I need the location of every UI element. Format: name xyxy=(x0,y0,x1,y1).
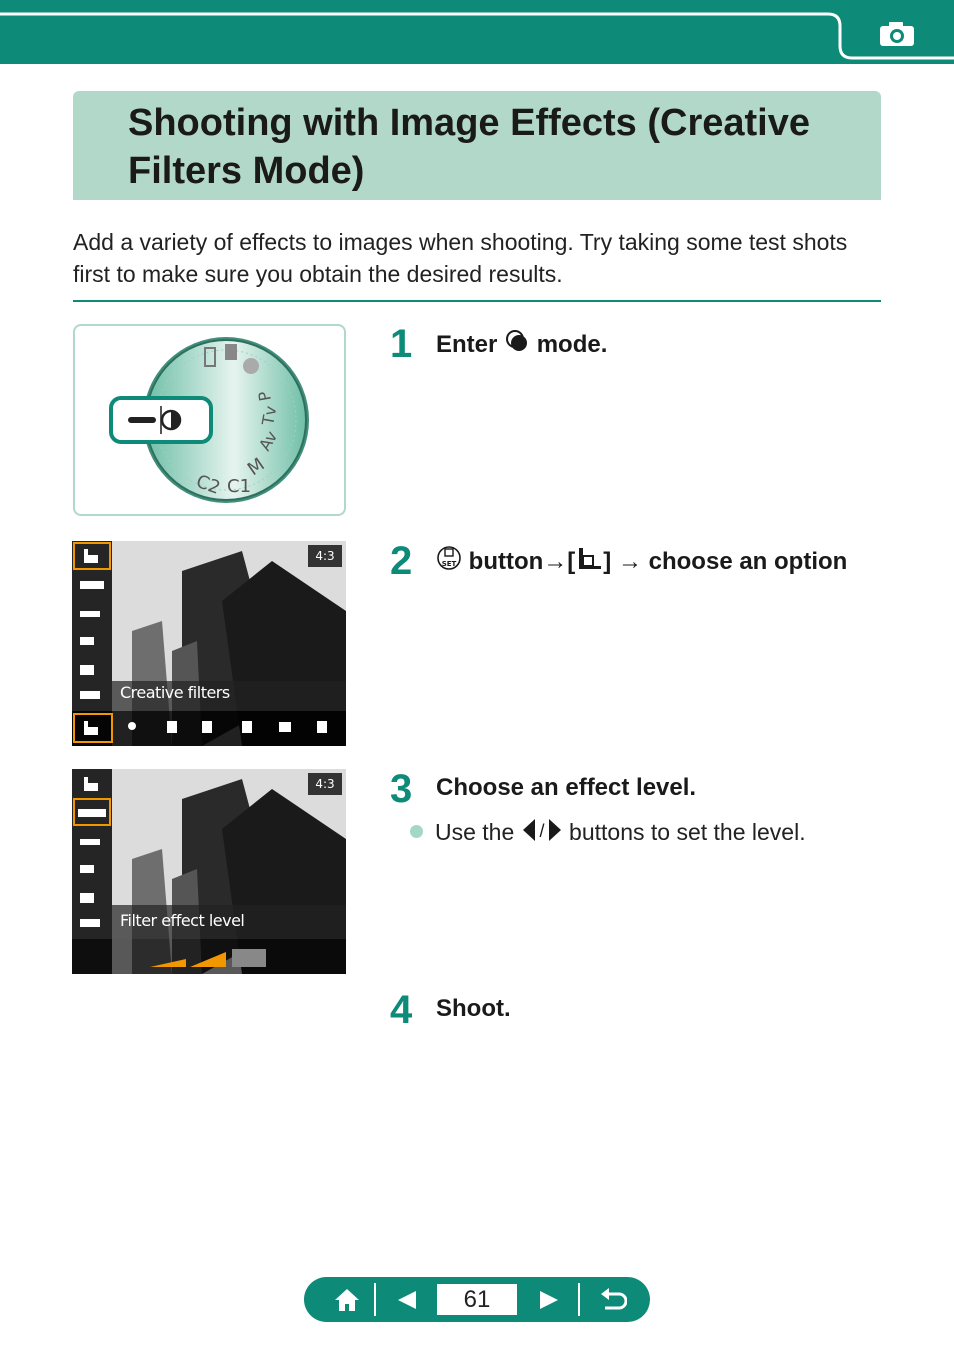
dial-label-c1: C1 xyxy=(227,476,252,497)
nav-divider xyxy=(374,1283,376,1316)
step-number: 2 xyxy=(390,539,413,583)
step-text-before: Enter xyxy=(436,331,498,358)
camera-screen-filter-level xyxy=(72,769,346,974)
step-number: 3 xyxy=(390,767,413,811)
bullet-dot xyxy=(410,825,423,838)
arrow-glyph: → xyxy=(543,548,568,575)
arrow-glyph: → xyxy=(617,548,642,575)
bracket-close: ] xyxy=(603,548,612,575)
header-bar xyxy=(0,0,954,64)
mode-dial-icon xyxy=(75,326,344,514)
dial-label-tv: Tv xyxy=(258,404,281,427)
camera-screen-creative-filters xyxy=(72,541,346,746)
creative-filter-mode-icon xyxy=(504,328,530,362)
dial-label-p: P xyxy=(254,389,275,403)
svg-text:/: / xyxy=(539,821,545,842)
screen-caption: Creative filters xyxy=(120,683,230,702)
home-icon[interactable] xyxy=(322,1277,372,1322)
bracket-open: [ xyxy=(567,548,576,575)
q-set-button-icon xyxy=(436,545,462,579)
aspect-ratio-badge: 4:3 xyxy=(308,773,342,795)
step-number: 1 xyxy=(390,322,413,366)
aspect-ratio-badge: 4:3 xyxy=(308,545,342,567)
bullet-text-before: Use the xyxy=(435,819,515,845)
svg-text:SET: SET xyxy=(441,560,457,568)
bullet-text-after: buttons to set the level. xyxy=(569,819,806,845)
previous-icon[interactable] xyxy=(384,1277,430,1322)
step-text-after: choose an option xyxy=(648,548,848,575)
page-navigation xyxy=(304,1277,650,1322)
mode-dial-illustration xyxy=(73,324,346,516)
step-bullet xyxy=(410,817,806,850)
intro-text: Add a variety of effects to images when shooting. Try taking some test shots first to make sure you obtain the desired results. xyxy=(73,229,848,287)
creative-filters-menu-icon xyxy=(575,545,603,579)
return-icon[interactable] xyxy=(588,1277,638,1322)
screen-caption: Filter effect level xyxy=(120,911,245,930)
step-text-after: mode. xyxy=(536,331,608,358)
dial-label-av: Av xyxy=(255,427,282,454)
next-icon[interactable] xyxy=(526,1277,572,1322)
step-text xyxy=(436,328,607,362)
step-text-button: button xyxy=(468,548,544,575)
step-text: Shoot. xyxy=(436,995,511,1022)
step-text: Choose an effect level. xyxy=(436,774,697,801)
step-text xyxy=(436,545,847,579)
step-number: 4 xyxy=(390,988,413,1032)
title-band xyxy=(73,91,881,200)
intro-divider xyxy=(73,300,881,302)
dial-label-c2: C2 xyxy=(193,470,224,499)
nav-divider xyxy=(578,1283,580,1316)
page-number: 61 xyxy=(437,1284,517,1315)
left-right-keys-icon xyxy=(521,817,563,850)
camera-icon[interactable] xyxy=(878,20,916,48)
dial-label-m: M xyxy=(243,453,269,481)
page-title: Shooting with Image Effects (Creative Filters Mode) xyxy=(128,102,810,192)
